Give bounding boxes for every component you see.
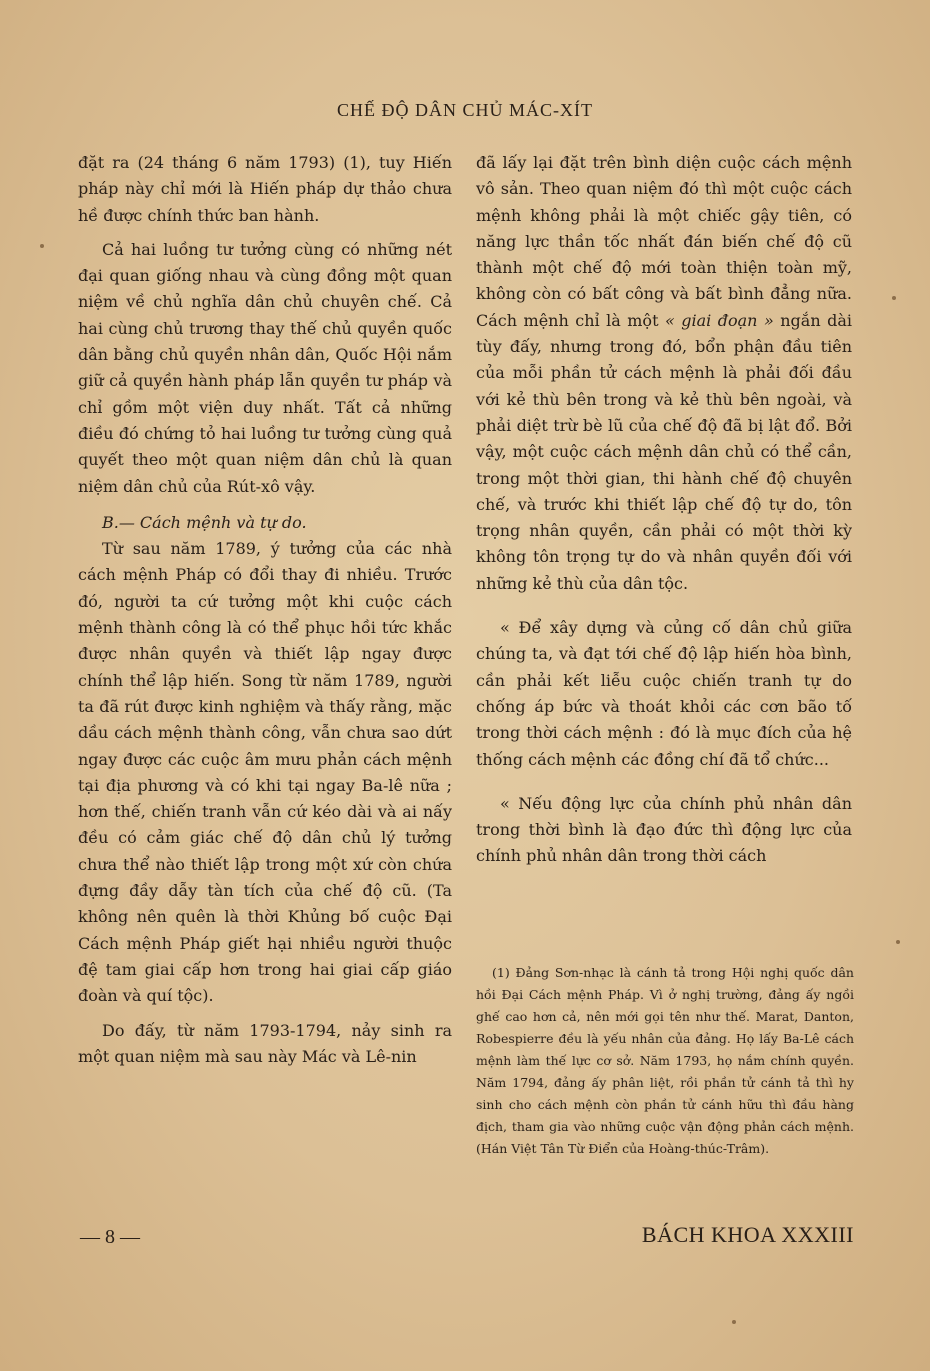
ink-speck — [40, 244, 44, 248]
quote-paragraph: « Để xây dựng và củng cố dân chủ giữa chúng ta, và đạt tới chế độ lập hiến hòa bình, cần phải kết liễu cuộc chiến tranh tự do chống áp bức và thoát khỏi các cơn bão tố trong thời cách mệnh : đó là mục đích của hệ thống cách mệnh các đồng chí đã tổ chức... — [476, 618, 852, 769]
right-column — [476, 150, 852, 870]
page-number: — 8 — — [80, 1226, 140, 1248]
ink-speck — [896, 940, 900, 944]
footnote: (1) Đảng Sơn-nhạc là cánh tả trong Hội nghị quốc dân hồi Đại Cách mệnh Pháp. Vì ở nghị trường, đảng ấy ngồi ghế cao hơn cả, nên mới gọi tên như thế. Marat, Danton, Robespierre đều là yếu nhân của đảng. Họ lấy Ba-Lê cách mệnh làm thế lực cơ sở. Năm 1793, họ nắm chính quyền. Năm 1794, đảng ấy phân liệt, rồi phần tử cánh tả thì hy sinh cho cách mệnh còn phần tử cánh hữu thì đầu hàng địch, tham gia vào những cuộc vận động phản cách mệnh. (Hán Việt Tân Từ Điển của Hoàng-thúc-Trâm). — [476, 965, 854, 1156]
left-column — [78, 150, 452, 1070]
paragraph: Do đấy, từ năm 1793-1794, nảy sinh ra một quan niệm mà sau này Mác và Lê-nin — [78, 1020, 452, 1066]
ink-speck — [892, 296, 896, 300]
text-run: ngắn dài tùy đấy, nhưng trong đó, bổn phận đầu tiên của mỗi phần tử cách mệnh là phải đối đầu với kẻ thù bên trong và kẻ thù bên ngoài, và phải diệt trừ bè lũ của chế độ đã bị lật đổ. Bởi vậy, một cuộc cách mệnh dân chủ có thể cần, trong một thời gian, thi hành chế độ chuyên chế, và trước khi thiết lập chế độ tự do, tôn trọng nhân quyền, cần phải có một thời kỳ không tôn trọng tự do và nhân quyền đối với những kẻ thù của dân tộc. — [476, 310, 853, 593]
quote-paragraph: « Nếu động lực của chính phủ nhân dân trong thời bình là đạo đức thì động lực của chính phủ nhân dân trong thời cách — [476, 793, 852, 866]
paragraph: Cả hai luồng tư tưởng cùng có những nét đại quan giống nhau và cùng đồng một quan niệm về chủ nghĩa dân chủ chuyên chế. Cả hai cùng chủ trương thay thế chủ quyền quốc dân bằng chủ quyền nhân dân, Quốc Hội nắm giữ cả quyền hành pháp lẫn quyền tư pháp và chỉ gồm một viện duy nhất. Tất cả những điều đó chứng tỏ hai luồng tư tưởng cùng quả quyết theo một quan niệm dân chủ là quan niệm dân chủ của Rút-xô vậy. — [78, 239, 452, 496]
section-heading: B.— Cách mệnh và tự do. — [102, 512, 307, 532]
running-title: CHẾ ĐỘ DÂN CHỦ MÁC-XÍT — [337, 100, 593, 120]
paragraph: đặt ra (24 tháng 6 năm 1793) (1), tuy Hiến pháp này chỉ mới là Hiến pháp dự thảo chưa hề được chính thức ban hành. — [78, 153, 452, 225]
ink-speck — [732, 1320, 736, 1324]
text-run: đã lấy lại đặt trên bình diện cuộc cách mệnh vô sản. Theo quan niệm đó thì một cuộc cách mệnh không phải là một chiếc gậy tiên, có năng lực thần tốc nhất đán biến chế độ cũ thành một chế độ mới toàn thiện toàn mỹ, không còn có bất công và bất bình đẳng nữa. Cách mệnh chỉ là một — [476, 153, 852, 330]
paragraph: Từ sau năm 1789, ý tưởng của các nhà cách mệnh Pháp có đổi thay đi nhiều. Trước đó, người ta cứ tưởng một khi cuộc cách mệnh thành công là có thể phục hồi tức khắc được nhân quyền và thiết lập ngay được chính thể lập hiến. Song từ năm 1789, người ta đã rút được kinh nghiệm và thấy rằng, mặc dầu cách mệnh thành công, vẫn chưa sao dứt ngay được các cuộc âm mưu phản cách mệnh tại địa phương và có khi tại ngay Ba-lê nữa ; hơn thế, chiến tranh vẫn cứ kéo dài và ai nấy đều có cảm giác chế độ dân chủ lý tưởng chưa thể nào thiết lập trong một xứ còn chứa đựng đầy dẫy tàn tích của chế độ cũ. (Ta không nên quên là thời Khủng bố cuộc Đại Cách mệnh Pháp giết hại nhiều người thuộc đệ tam giai cấp hơn trong hai giai cấp giáo đoàn và quí tộc). — [78, 539, 452, 1006]
journal-name: BÁCH KHOA XXXIII — [641, 1222, 854, 1247]
paragraph — [476, 150, 852, 597]
italic-term: « giai đoạn » — [664, 310, 774, 330]
